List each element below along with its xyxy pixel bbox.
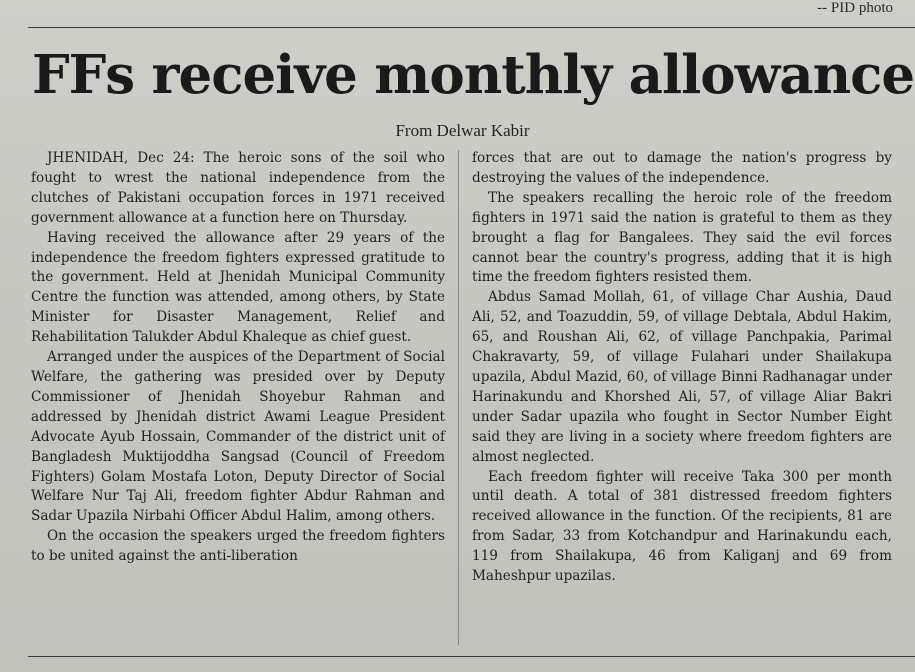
paragraph: Each freedom fighter will receive Taka 300 per month until death. A total of 381 distressed freedom fighters received allowance in the function. Of the recipients, 81 are from Sadar, 33 from Kotchandpur and Harinakundu each, 119 from Shailakupa, 46 from Kaliganj and 69 from Maheshpur upazilas. [472,468,892,585]
article-column-right [472,149,892,587]
paragraph-continued: forces that are out to damage the nation's progress by destroying the values of the independence. [472,150,892,186]
paragraph-dateline: JHENIDAH, Dec 24: The heroic sons of the soil who fought to wrest the national independence from the clutches of Pakistani occupation forces in 1971 received government allowance at a function here on Thursday. [31,150,445,226]
photo-credit: -- PID photo [817,0,893,16]
byline: From Delwar Kabir [395,121,530,140]
top-rule [28,27,915,28]
paragraph: Arranged under the auspices of the Department of Social Welfare, the gathering was presided over by Deputy Commissioner of Jhenidah Shoyebur Rahman and addressed by Jhenidah district Awami League President Advocate Ayub Hossain, Commander of the district unit of Bangladesh Muktijoddha Sangsad (Council of Freedom Fighters) Golam Mostafa Loton, Deputy Director of Social Welfare Nur Taj Ali, freedom fighter Abdur Rahman and Sadar Upazila Nirbahi Officer Abdul Halim, among others. [31,349,445,525]
paragraph: Abdus Samad Mollah, 61, of village Char Aushia, Daud Ali, 52, and Toazuddin, 59, of village Debtala, Abdul Hakim, 65, and Roushan Ali, 62, of village Panchpakia, Parimal Chakravarty, 59, of village Fulahari under Shailakupa upazila, Abdul Mazid, 60, of village Binni Radhanagar under Harinakundu and Khorshed Ali, 57, of village Aliar Bakri under Sadar upazila who fought in Sector Number Eight said they are living in a society where freedom fighters are almost neglected. [472,289,892,465]
paragraph: Having received the allowance after 29 years of the independence the freedom fighters expressed gratitude to the government. Held at Jhenidah Municipal Community Centre the function was attended, among others, by State Minister for Disaster Management, Relief and Rehabilitation Talukder Abdul Khaleque as chief guest. [31,229,445,346]
column-divider [458,150,459,645]
paragraph: The speakers recalling the heroic role of the freedom fighters in 1971 said the nation is grateful to them as they brought a flag for Bangalees. They said the evil forces cannot bear the country's progress, adding that it is high time the freedom fighters resisted them. [472,189,892,286]
headline: FFs receive monthly allowance [32,44,915,106]
bottom-rule [28,656,915,657]
article-column-left [31,149,445,567]
paragraph: On the occasion the speakers urged the freedom fighters to be united against the anti-liberation [31,528,445,565]
